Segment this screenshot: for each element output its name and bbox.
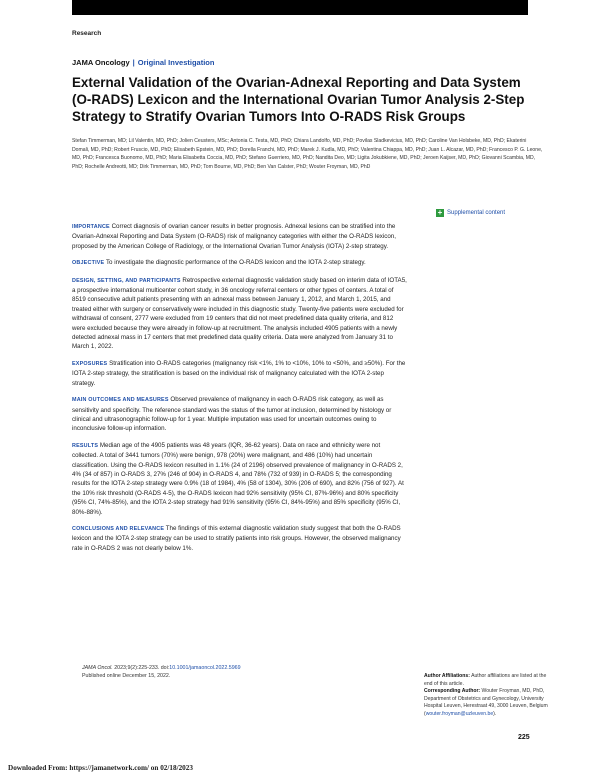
abstract-heading: CONCLUSIONS AND RELEVANCE xyxy=(72,525,165,532)
corresponding-text: Wouter Froyman, MD, PhD, Department of Obstetrics and Gynecology, University Hospital Leuven, Herestraat 49, 3000 Leuven, Belgium ( xyxy=(424,688,548,717)
abstract-text: The findings of this external diagnostic validation study suggest that both the O-RADS lexicon and the IOTA 2-step strategy can be used to stratify patients into risk groups. However, the observed malignancy rate in O-RADS 2 was not clearly below 1%. xyxy=(72,524,401,552)
abstract-heading: RESULTS xyxy=(72,442,99,449)
affiliations-label: Author Affiliations: xyxy=(424,673,470,679)
corresponding-author xyxy=(424,688,554,718)
article-title: External Validation of the Ovarian-Adnexal Reporting and Data System (O-RADS) Lexicon and the International Ovarian Tumor Analysis 2-Step Strategy to Stratify Ovarian Tumors Into O-RADS Risk Groups xyxy=(72,75,525,124)
email-link[interactable]: wouter.froyman@uzleuven.be xyxy=(425,710,494,717)
abstract-heading: IMPORTANCE xyxy=(72,224,110,230)
journal-line xyxy=(72,58,214,67)
supplemental-content-label: Supplemental content xyxy=(447,210,506,216)
citation-details: 2023;9(2):225-233. doi: xyxy=(114,665,170,671)
citation-line xyxy=(82,664,402,672)
abstract-heading: MAIN OUTCOMES AND MEASURES xyxy=(72,397,169,404)
journal-abbrev: JAMA Oncol. xyxy=(82,665,113,671)
plus-icon: + xyxy=(437,208,443,217)
corresponding-label: Corresponding Author: xyxy=(424,688,481,695)
doi-link[interactable]: 10.1001/jamaoncol.2022.5969 xyxy=(169,665,241,671)
corresponding-end: ). xyxy=(493,710,497,717)
journal-name: JAMA Oncology xyxy=(72,58,130,67)
article-type: Original Investigation xyxy=(137,58,215,67)
abstract xyxy=(72,222,408,560)
section-label: Research xyxy=(72,30,102,37)
abstract-outcomes xyxy=(72,395,408,434)
journal-header-bar xyxy=(72,0,528,15)
abstract-design xyxy=(72,276,408,352)
page-number: 225 xyxy=(518,734,530,741)
citation xyxy=(82,664,402,681)
abstract-importance xyxy=(72,222,408,251)
abstract-objective xyxy=(72,258,408,268)
abstract-exposures xyxy=(72,359,408,388)
abstract-heading: OBJECTIVE xyxy=(72,260,105,267)
abstract-text: Observed prevalence of malignancy in each O-RADS risk category, as well as sensitivity and specificity. The reference standard was the status of the tumor at inclusion, determined by histology or clinical and ultrasonographic follow-up for 1 year. Multiple imputation was used for uncertain outcomes owing to inconclusive follow-up information. xyxy=(72,396,392,433)
abstract-text: Stratification into O-RADS categories (malignancy risk <1%, 1% to <10%, 10% to <50%, and ≥50%). For the IOTA 2-step strategy, the stratification is based on the individual risk of malignancy calculated with the IOTA 2-step strategy. xyxy=(72,359,406,387)
abstract-results xyxy=(72,441,408,517)
journal-separator: | xyxy=(132,58,135,67)
affiliations-text: Author affiliations are listed at the end of this article. xyxy=(424,673,547,687)
affiliations-note xyxy=(424,673,554,688)
abstract-text: To investigate the diagnostic performance of the O-RADS lexicon and the IOTA 2-step strategy. xyxy=(105,259,366,267)
abstract-conclusions xyxy=(72,524,408,553)
published-date: Published online December 15, 2022. xyxy=(82,673,171,680)
abstract-text: Retrospective external diagnostic validation study based on interim data of IOTA5, a prospective international multicenter cohort study, in 36 oncology referral centers or other types of centers. A total of 8519 consecutive adult patients presenting with an adnexal mass between January 1, 2012, and March 1, 2015, and treated either with surgery or conservatively were included in this diagnostic study. Twenty-five patients were excluded for withdrawal of consent, 2777 were excluded from 19 centers that did not meet predefined data quality criteria, and 812 were excluded because they were already in follow-up at recruitment. The analysis included 4905 patients with a newly detected adnexal mass in 17 centers that met predefined data quality criteria. Data were analyzed from January 31 to March 1, 2022. xyxy=(72,276,407,351)
abstract-heading: EXPOSURES xyxy=(72,360,108,367)
abstract-text: Correct diagnosis of ovarian cancer results in better prognosis. Adnexal lesions can be stratified into the Ovarian-Adnexal Reporting and Data System (O-RADS) risk of malignancy categories with either the O-RADS lexicon, proposed by the American College of Radiology, or the International Ovarian Tumor Analysis (IOTA) 2-step strategy. xyxy=(72,223,396,250)
author-affiliations xyxy=(424,673,554,719)
abstract-text: Median age of the 4905 patients was 48 years (IQR, 36-62 years). Data on race and ethnicity were not collected. A total of 3441 tumors (70%) were benign, 978 (20%) were malignant, and 486 (10%) had uncertain classification. Using the O-RADS lexicon resulted in 1.1% (24 of 2196) observed prevalence of malignancy in O-RADS 2, 4% (34 of 857) in O-RADS 3, 27% (246 of 904) in O-RADS 4, and 78% (732 of 939) in O-RADS 5; the corresponding results for the IOTA 2-step strategy were 0.9% (18 of 1984), 4% (58 of 1304), 30% (206 of 690), and 82% (756 of 927). At the 10% risk threshold (O-RADS 4-5), the O-RADS lexicon had 92% sensitivity (95% CI, 87%-96%) and 80% specificity (95% CI, 74%-85%), and the IOTA 2-step strategy had 91% sensitivity (95% CI, 84%-95%) and 85% specificity (95% CI, 80%-88%). xyxy=(72,441,404,516)
author-list: Stefan Timmerman, MD; Lil Valentin, MD, PhD; Jolien Ceusters, MSc; Antonia C. Testa, MD, PhD; Chiara Landolfo, MD, PhD; Povilas Sladkevicius, MD, PhD; Caroline Van Holsbeke, MD, PhD; Ekaterini Domali, MD, PhD; Robert Fruscio, MD, PhD; Elisabeth Epstein, MD, PhD; Dorella Franchi, MD, PhD; Marek J. Kudla, MD, PhD; Valentina Chiappa, MD, PhD; Juan L. Alcazar, MD, PhD; Francesco P. G. Leone, MD, PhD; Francesca Buonomo, MD, PhD; Maria Elisabetta Coccia, MD, PhD; Stefano Guerriero, MD, PhD; Nandita Deo, MD; Ligita Jokubkiene, MD, PhD; Jeroen Kaijser, MD, PhD; Giovanni Scambia, MD, PhD; Rochelle Andreotti, MD; Dirk Timmerman, MD, PhD; Tom Bourne, MD, PhD; Ben Van Calster, PhD; Wouter Froyman, MD, PhD xyxy=(72,138,543,170)
abstract-heading: DESIGN, SETTING, AND PARTICIPANTS xyxy=(72,277,181,284)
supplemental-content-link[interactable] xyxy=(436,209,505,217)
download-note: Downloaded From: https://jamanetwork.com/ on 02/18/2023 xyxy=(8,764,193,772)
